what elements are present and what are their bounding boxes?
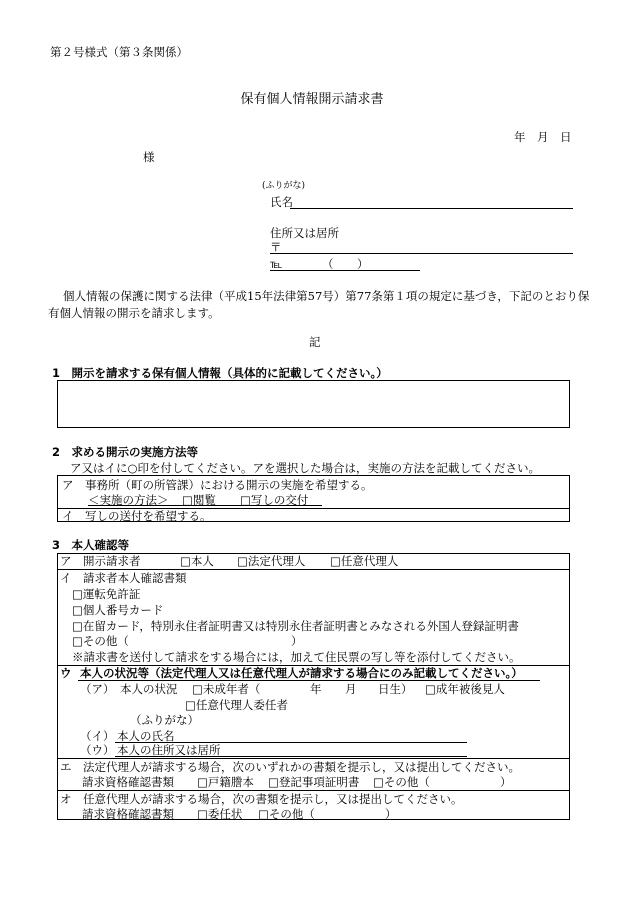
applicant-name-label: 氏名 (270, 195, 293, 209)
row-i-label: イ 請求者本人確認書類 (60, 571, 187, 585)
tel-paren-close: ） (357, 257, 369, 271)
row-e-doc-label: 請求資格確認書類 (82, 775, 174, 789)
row-u-u-marker: （ウ） (80, 743, 115, 757)
section1-heading: 1 開示を請求する保有個人情報（具体的に記載してください。） (52, 366, 388, 380)
row-u-month: 月 (345, 682, 357, 696)
method-label: ＜実施の方法＞ (88, 493, 169, 507)
applicant-name-underline (290, 208, 573, 209)
row-a-option-legal-agent: □法定代理人 (237, 554, 306, 568)
applicant-address-label: 住所又は居所 (270, 226, 339, 240)
method-option-copy: □写しの交付 (240, 493, 309, 507)
row-o-doc-label: 請求資格確認書類 (82, 807, 174, 821)
row-u-a-marker: （ア） (80, 682, 115, 696)
row-e-option-family-register: □戸籍謄本 (197, 775, 254, 789)
row-u-heading-underline (78, 680, 540, 681)
row-u-heading: 本人の状況等（法定代理人又は任意代理人が請求する場合にのみ記載してください。） (80, 666, 523, 680)
row-e-text: エ 法定代理人が請求する場合，次のいずれかの書類を提示し，又は提出してください。 (60, 760, 520, 774)
row-u-address-label: 本人の住所又は居所 (117, 743, 221, 757)
section3-divider-4 (57, 790, 570, 791)
row-o-option-power-of-attorney: □委任状 (197, 807, 243, 821)
postal-mark: 〒 (270, 240, 282, 254)
row-o-text: オ 任意代理人が請求する場合，次の書類を提示し，又は提出してください。 (60, 792, 463, 806)
tel-paren-open: （ (322, 257, 334, 271)
addressee-suffix: 様 (143, 150, 155, 164)
row-o-option-other: □その他（ (258, 807, 315, 821)
row-u-principal-option: □任意代理人委任者 (185, 698, 288, 712)
intro-line-2: 有個人情報の開示を請求します。 (48, 306, 220, 320)
row-u-furigana-label: （ふりがな） (130, 713, 199, 727)
method-option-view: □閲覧 (182, 493, 216, 507)
row-u-a-label: 本人の状況 (120, 682, 178, 696)
section3-heading: 3 本人確認等 (52, 538, 130, 552)
section1-entry-box (57, 380, 570, 428)
method-underline (88, 505, 322, 506)
row-u-year: 年 (310, 682, 322, 696)
section3-divider-1 (57, 569, 570, 570)
row-u-minor-option: □未成年者（ (192, 682, 261, 696)
row-a-label: ア 開示請求者 (60, 554, 141, 568)
row-a-option-self: □本人 (180, 554, 214, 568)
row-o-option-other-close: ） (385, 807, 397, 821)
applicant-furigana-label: (ふりがな) (262, 181, 306, 191)
row-u-day: 日生） (378, 682, 413, 696)
row-i-item-residence-card: □在留カード，特別永住者証明書又は特別永住者証明書とみなされる外国人登録証明書 (72, 619, 519, 633)
section2-heading: 2 求める開示の実施方法等 (52, 445, 199, 459)
row-i-item-other: □その他（ (72, 634, 129, 648)
row-e-option-other: □その他（ (373, 775, 430, 789)
row-i-item-mynumber: □個人番号カード (72, 603, 164, 617)
section3-divider-3 (57, 758, 570, 759)
row-i-note: ※請求書を送付して請求をする場合には，加えて住民票の写し等を添付してください。 (72, 650, 521, 664)
row-i-item-license: □運転免許証 (72, 587, 141, 601)
section2-option-a: ア 事務所（町の所管課）における開示の実施を希望する。 (62, 478, 373, 492)
row-u-name-label: 本人の氏名 (117, 729, 175, 743)
row-e-option-other-close: ） (500, 775, 512, 789)
row-u-address-underline (115, 756, 467, 757)
row-u-adult-ward-option: □成年被後見人 (425, 682, 505, 696)
tel-mark: ℡ (270, 257, 283, 271)
applicant-address-underline (270, 253, 573, 254)
intro-line-1: 個人情報の保護に関する法律（平成15年法律第57号）第77条第１項の規定に基づき，下記のとおり保 (63, 289, 590, 303)
tel-underline (270, 270, 420, 271)
ki-heading: 記 (309, 335, 321, 349)
row-u-marker: ウ (60, 666, 72, 680)
row-i-item-other-close: ） (291, 634, 303, 648)
section2-option-i: イ 写しの送付を希望する。 (62, 509, 212, 523)
row-e-option-registry-cert: □登記事項証明書 (268, 775, 360, 789)
form-title: 保有個人情報開示請求書 (240, 92, 384, 107)
row-a-option-voluntary-agent: □任意代理人 (330, 554, 399, 568)
form-number: 第２号様式（第３条関係） (50, 45, 188, 59)
section2-instruction: ア又はイに○印を付してください。アを選択した場合は，実施の方法を記載してください。 (70, 461, 541, 475)
date-field: 年 月 日 (514, 130, 572, 144)
row-u-i-marker: （イ） (80, 729, 115, 743)
